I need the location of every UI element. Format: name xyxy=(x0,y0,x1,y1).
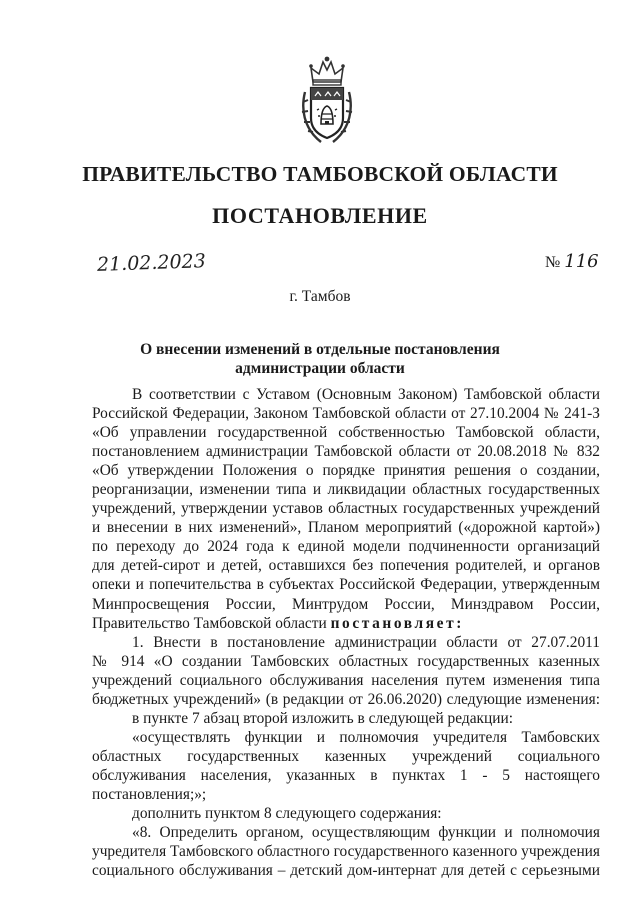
body-line: 1. Внести в постановление администрации области от 27.07.2011 xyxy=(132,633,600,651)
document-body xyxy=(92,385,600,880)
resolves-word: постановляет xyxy=(330,614,457,632)
body-line: по переходу до 2024 года к единой модели подчиненности организаций xyxy=(92,538,600,556)
body-line: и внесении в них изменений», Планом мероприятий («дорожной картой») xyxy=(92,519,600,537)
body-line: «осуществлять функции и полномочия учредителя Тамбовских xyxy=(132,728,600,746)
body-line: для детей-сирот и детей, оставшихся без попечения родителей, и органов xyxy=(92,557,600,575)
number-value: 116 xyxy=(564,251,599,272)
government-title: ПРАВИТЕЛЬСТВО ТАМБОВСКОЙ ОБЛАСТИ xyxy=(82,162,558,186)
body-line: постановления;»; xyxy=(92,785,207,803)
body-line: Минпросвещения России, Минтрудом России, Минздравом России, xyxy=(92,595,600,613)
body-line: обслуживания населения, указанных в пунктах 1 - 5 настоящего xyxy=(92,766,600,784)
document-date: 21.02.2023 xyxy=(96,250,207,276)
subject-line: О внесении изменений в отдельные постановления xyxy=(140,341,500,358)
body-line: бюджетных учреждений» (в редакции от 26.06.2020) следующие изменения: xyxy=(92,690,600,708)
body-line: дополнить пунктом 8 следующего содержания: xyxy=(132,805,442,823)
body-line: областных государственных казенных учреждений социального xyxy=(92,747,600,765)
body-line: реорганизации, изменении типа и ликвидации областных государственных xyxy=(92,481,600,499)
body-line: «Об управлении государственной собственностью Тамбовской области, xyxy=(92,424,600,442)
body-line: В соответствии с Уставом (Основным Законом) Тамбовской области xyxy=(132,386,600,403)
body-line: учреждений социального обслуживания населения путем изменения типа xyxy=(92,671,600,689)
city-line: г. Тамбов xyxy=(289,288,351,305)
document-type: ПОСТАНОВЛЕНИЕ xyxy=(212,203,428,228)
body-line: «8. Определить органом, осуществляющим функции и полномочия xyxy=(132,824,600,842)
document-subject xyxy=(0,340,640,378)
subject-line: администрации области xyxy=(235,360,405,377)
body-line xyxy=(92,614,600,633)
body-line: «Об утверждении Положения о порядке принятия решения о создании, xyxy=(92,462,600,480)
body-line: учреждений, утверждении уставов областных государственных учреждений xyxy=(92,500,600,518)
body-line: в пункте 7 абзац второй изложить в следующей редакции: xyxy=(132,709,513,727)
body-line: постановлением администрации Тамбовской области от 20.08.2018 № 832 xyxy=(92,443,600,461)
body-line: социального обслуживания – детский дом-интернат для детей с серьезными xyxy=(92,862,600,880)
body-line: учредителя Тамбовского областного государственного казенного учреждения xyxy=(92,843,600,861)
body-line: Российской Федерации, Законом Тамбовской области от 27.10.2004 № 241-З xyxy=(92,405,600,423)
body-line: № 914 «О создании Тамбовских областных государственных казенных xyxy=(92,652,600,670)
resolves-colon: : xyxy=(456,614,462,632)
tambov-coat-of-arms-icon xyxy=(299,52,355,148)
body-line: опеки и попечительства в субъектах Российской Федерации, утвержденным xyxy=(92,576,600,594)
number-label: № xyxy=(545,254,561,271)
document-number xyxy=(545,251,599,272)
body-line-text: Правительство Тамбовской области xyxy=(92,614,327,632)
